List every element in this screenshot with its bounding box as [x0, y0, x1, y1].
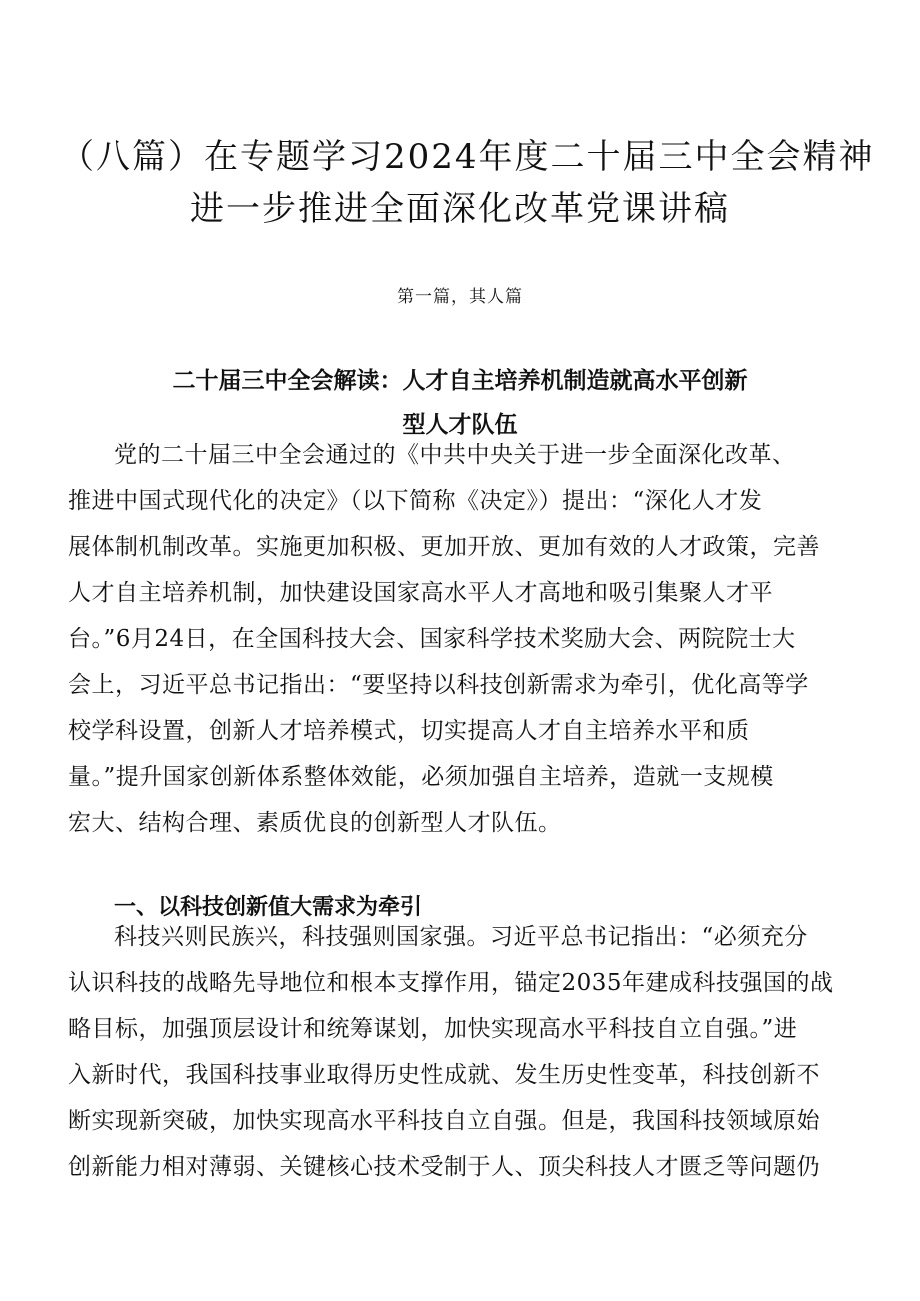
paragraph-line: 会上，习近平总书记指出：“要坚持以科技创新需求为牵引，优化高等学	[68, 672, 809, 698]
section-heading-1: 一、以科技创新值大需求为牵引	[114, 895, 423, 920]
paragraph-line: 宏大、结构合理、素质优良的创新型人才队伍。	[68, 810, 562, 836]
paragraph-line: 量。”提升国家创新体系整体效能，必须加强自主培养，造就一支规模	[68, 764, 774, 790]
paragraph-line: 断实现新突破，加快实现高水平科技自立自强。但是，我国科技领域原始	[68, 1108, 820, 1134]
title-line-1: （八篇）在专题学习2024年度二十届三中全会精神	[60, 136, 875, 177]
part-label: 第一篇，其人篇	[397, 287, 523, 307]
paragraph-line: 党的二十届三中全会通过的《中共中央关于进一步全面深化改革、	[114, 442, 796, 468]
title-line-2: 进一步推进全面深化改革党课讲稿	[190, 188, 730, 229]
paragraph-line: 人才自主培养机制，加快建设国家高水平人才高地和吸引集聚人才平	[68, 580, 773, 606]
paragraph-line: 创新能力相对薄弱、关键核心技术受制于人、顶尖科技人才匮乏等问题仍	[68, 1154, 820, 1180]
paragraph-intro	[68, 432, 858, 846]
subtitle-line-2: 型人才队伍	[402, 412, 518, 439]
paragraph-line: 台。”6月24日，在全国科技大会、国家科学技术奖励大会、两院院士大	[68, 626, 796, 652]
paragraph-line: 校学科设置，创新人才培养模式，切实提高人才自主培养水平和质	[68, 718, 750, 744]
paragraph-line: 推进中国式现代化的决定》（以下简称《决定》）提出：“深化人才发	[68, 488, 763, 514]
paragraph-line: 入新时代，我国科技事业取得历史性成就、发生历史性变革，科技创新不	[68, 1062, 820, 1088]
paragraph-line: 展体制机制改革。实施更加积极、更加开放、更加有效的人才政策，完善	[68, 534, 820, 560]
subtitle-line-1: 二十届三中全会解读：人才自主培养机制造就高水平创新	[172, 368, 748, 395]
document-title	[60, 131, 875, 235]
paragraph-line: 科技兴则民族兴，科技强则国家强。习近平总书记指出：“必须充分	[114, 924, 808, 950]
paragraph-line: 认识科技的战略先导地位和根本支撑作用，锚定2035年建成科技强国的战	[68, 970, 834, 996]
paragraph-line: 略目标，加强顶层设计和统筹谋划，加快实现高水平科技自立自强。”进	[68, 1016, 798, 1042]
paragraph-section-1	[68, 914, 858, 1190]
